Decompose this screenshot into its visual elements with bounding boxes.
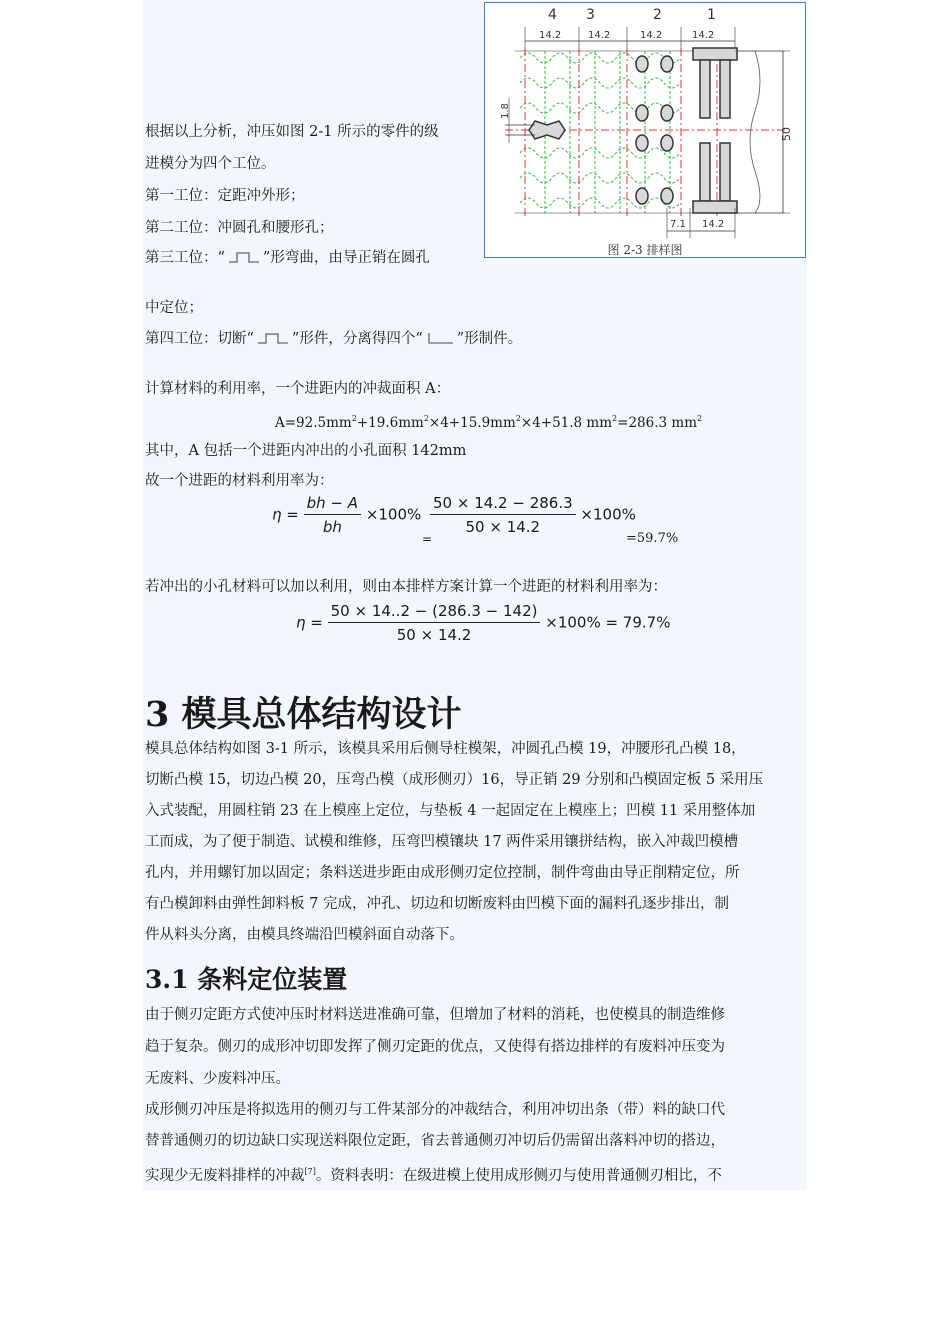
station-number-2: 2 [653,7,662,23]
body-line: 切断凸模 15，切边凸模 20，压弯凸模（成形侧刃）16，导正销 29 分别和凸模固定板 5 采用压 [145,772,764,788]
station-number-4: 4 [548,7,557,23]
subsection-heading: 3.1 条料定位装置 [145,965,348,994]
paragraph-line: 故一个进距的材料利用率为： [145,473,334,489]
strip-layout-figure [484,2,806,258]
text-segment: ”形制件。 [456,331,523,347]
body-line: 入式装配，用圆柱销 23 在上模座上定位，与垫板 4 一起固定在上模座上；凹模 11 采用整体加 [145,803,756,819]
station-number-1: 1 [707,7,716,23]
paragraph-line: 计算材料的利用率，一个进距内的冲裁面积 A： [145,381,451,397]
paragraph-line: 根据以上分析，冲压如图 2-1 所示的零件的级 [145,124,439,140]
paragraph-line [145,249,430,267]
citation-ref: [7] [304,1167,316,1176]
top-dim-2: 14.2 [588,30,611,41]
body-line: 替普通侧刃的切边缺口实现送料限位定距，省去普通侧刃冲切后仍需留出落料冲切的搭边， [145,1133,725,1149]
bend-shape-icon [256,331,290,347]
section-heading: 3 模具总体结构设计 [145,694,462,735]
text-segment: 第三工位：“ [145,250,225,266]
utilization-formula-1: η = $\frac{bh - A}{bh}$ ×100% [272,494,422,536]
body-line: 无废料、少废料冲压。 [145,1071,290,1087]
half-bend-shape-icon [425,331,455,347]
utilization-formula-2: η = $\frac{50 \times 14..2 - (286.3 - 142)}{50 \times 14.2}$ ×100% = 79.7% [296,602,671,644]
equals-sign: = [422,532,433,546]
station-number-3: 3 [586,7,595,23]
strip-layout-drawing [485,3,805,238]
paragraph-line: 进模分为四个工位。 [145,156,276,172]
paragraph-line [145,330,522,348]
bottom-dim-2: 14.2 [702,219,725,230]
body-line: 成形侧刃冲压是将拟选用的侧刃与工件某部分的冲裁结合，利用冲切出条（带）料的缺口代 [145,1102,725,1118]
area-formula: $A=92.5mm^2+19.6mm^2\times 4+15.9mm^2\times 4+51.8$ $mm^2=286.3$ $mm^2$ [275,414,703,431]
paragraph-line: 第二工位：冲圆孔和腰形孔； [145,220,334,236]
body-line: 孔内，并用螺钉加以固定；条料送进步距由成形侧刃定位控制，制件弯曲由导正削精定位，所 [145,865,740,881]
body-line: 有凸模卸料由弹性卸料板 7 完成，冲孔、切边和切断废料由凹模下面的漏料孔逐步排出，制 [145,896,729,912]
top-dim-4: 14.2 [692,30,715,41]
body-line: 由于侧刃定距方式使冲压时材料送进准确可靠，但增加了材料的消耗，也使模具的制造维修 [145,1007,725,1023]
left-dim: 1.8 [500,103,511,119]
utilization-result-1: =59.7% [626,531,679,546]
text-segment: ”形件，分离得四个“ [291,331,423,347]
body-line: 趋于复杂。侧刃的成形冲切即发挥了侧刃定距的优点，又使得有搭边排样的有废料冲压变为 [145,1039,725,1055]
paragraph-line: 其中，A 包括一个进距内冲出的小孔面积 142mm [145,443,467,459]
top-dim-3: 14.2 [640,30,663,41]
body-line: 件从料头分离，由模具终端沿凹模斜面自动落下。 [145,927,464,943]
bottom-dim-1: 7.1 [670,219,686,230]
figure-caption: 图 2-3 排样图 [607,243,683,257]
top-dim-1: 14.2 [539,30,562,41]
body-line: 模具总体结构如图 3-1 所示，该模具采用后侧导柱模架，冲圆孔凸模 19，冲腰形孔凸模 18， [145,741,746,757]
paragraph-line: 第一工位：定距冲外形； [145,188,305,204]
body-line: 工而成，为了便于制造、试模和维修，压弯凹模镶块 17 两件采用镶拼结构，嵌入冲裁凹模槽 [145,834,739,850]
paragraph-line: 中定位； [145,300,203,316]
utilization-formula-1b: $\frac{50 \times 14.2 - 286.3}{50 \times 14.2}$ ×100% [430,494,636,536]
bend-shape-icon [227,250,261,266]
paragraph-line: 若冲出的小孔材料可以加以利用，则由本排样方案计算一个进距的材料利用率为： [145,579,667,595]
body-line: 实现少无废料排样的冲裁[7]。资料表明：在级进模上使用成形侧刃与使用普通侧刃相比，不 [145,1167,722,1184]
text-segment: 第四工位：切断“ [145,331,254,347]
right-dim: 50 [780,127,793,141]
text-segment: ”形弯曲，由导正销在圆孔 [262,250,430,266]
